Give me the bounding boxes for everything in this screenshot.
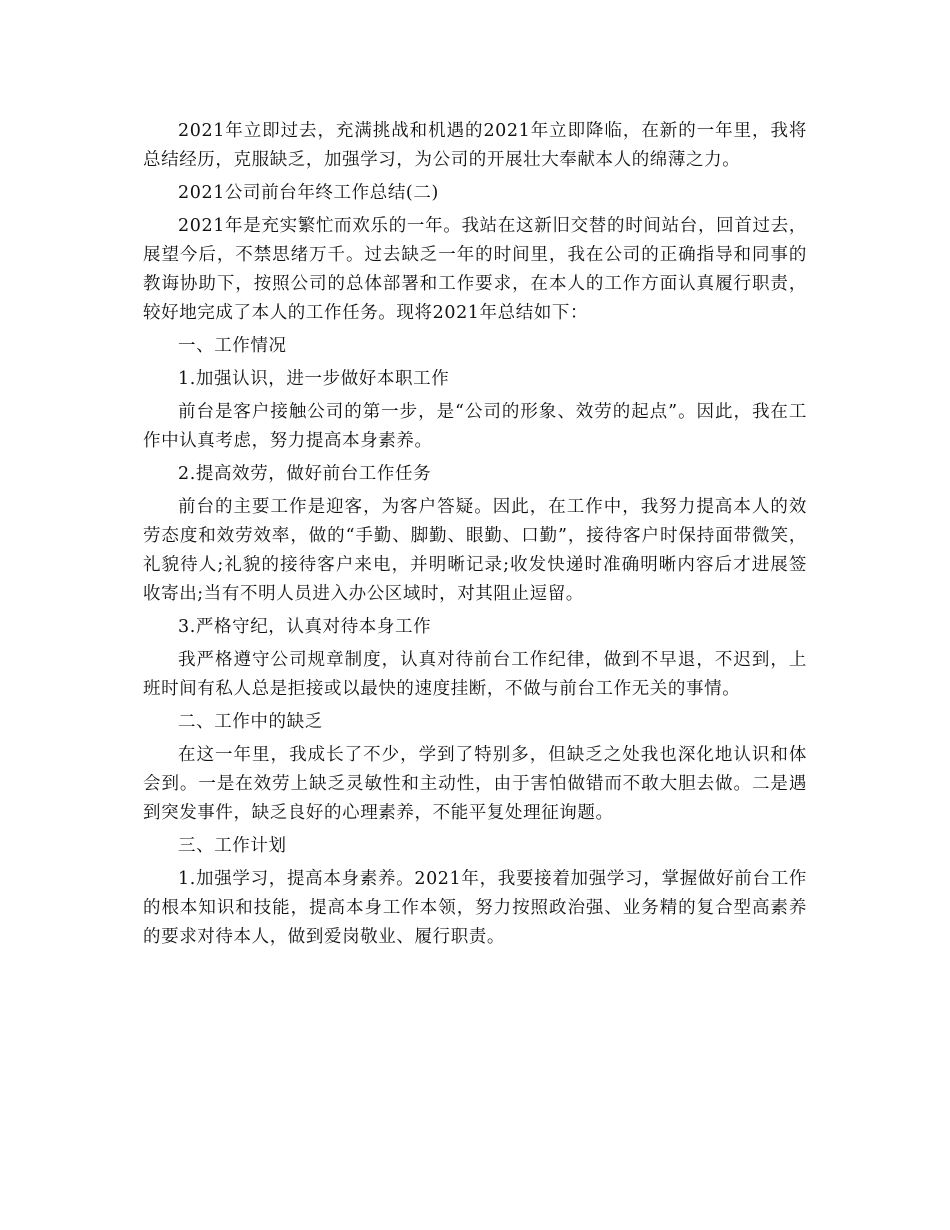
paragraph-discipline: 我严格遵守公司规章制度，认真对待前台工作纪律，做到不早退，不迟到，上班时间有私人总是拒接或以最快的速度挂断，不做与前台工作无关的事情。	[143, 650, 807, 699]
heading-work-plan: 三、工作计划	[178, 836, 287, 856]
subheading-2-service: 2.提高效劳，做好前台工作任务	[178, 464, 432, 484]
heading-work-situation: 一、工作情况	[178, 336, 287, 356]
paragraph-service: 前台的主要工作是迎客，为客户答疑。因此，在工作中，我努力提高本人的效劳态度和效劳效率，做的“手勤、脚勤、眼勤、口勤”，接待客户时保持面带微笑，礼貌待人;礼貌的接待客户来电，并明晰记录;收发快递时准确明晰内容后才进展签收寄出;当有不明人员进入办公区域时，对其阻止逗留。	[143, 497, 807, 604]
section-title-summary-2: 2021公司前台年终工作总结(二)	[178, 183, 439, 203]
paragraph-closing-2021: 2021年立即过去，充满挑战和机遇的2021年立即降临，在新的一年里，我将总结经历，克服缺乏，加强学习，为公司的开展壮大奉献本人的绵薄之力。	[143, 121, 807, 170]
paragraph-plan-1: 1.加强学习，提高本身素养。2021年，我要接着加强学习，掌握做好前台工作的根本知识和技能，提高本身工作本领，努力按照政治强、业务精的复合型高素养的要求对待本人，做到爱岗敬业、履行职责。	[143, 869, 807, 947]
heading-shortcomings: 二、工作中的缺乏	[178, 712, 323, 732]
paragraph-awareness: 前台是客户接触公司的第一步，是“公司的形象、效劳的起点”。因此，我在工作中认真考虑，努力提高本身素养。	[143, 402, 807, 451]
subheading-1-awareness: 1.加强认识，进一步做好本职工作	[178, 369, 450, 389]
paragraph-intro: 2021年是充实繁忙而欢乐的一年。我站在这新旧交替的时间站台，回首过去，展望今后，不禁思绪万千。过去缺乏一年的时间里，我在公司的正确指导和同事的教诲协助下，按照公司的总体部署和工作要求，在本人的工作方面认真履行职责，较好地完成了本人的工作任务。现将2021年总结如下：	[143, 216, 807, 323]
document-body	[143, 117, 807, 956]
subheading-3-discipline: 3.严格守纪，认真对待本身工作	[178, 617, 432, 637]
paragraph-shortcomings: 在这一年里，我成长了不少，学到了特别多，但缺乏之处我也深化地认识和体会到。一是在效劳上缺乏灵敏性和主动性，由于害怕做错而不敢大胆去做。二是遇到突发事件，缺乏良好的心理素养，不能平复处理征询题。	[143, 745, 807, 823]
